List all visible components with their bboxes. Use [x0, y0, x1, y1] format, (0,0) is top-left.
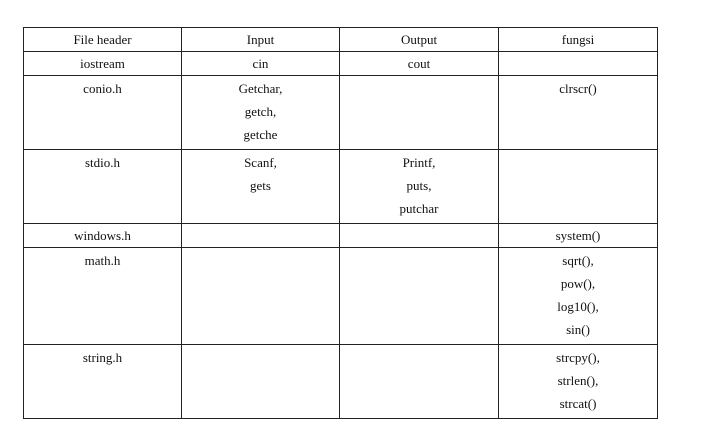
table-row	[24, 150, 658, 224]
cell-fungsi	[499, 224, 658, 248]
cell-input	[182, 76, 340, 150]
cell-line: strcpy(),	[556, 350, 600, 365]
column-header-fungsi: fungsi	[499, 28, 658, 52]
table-row	[24, 76, 658, 150]
cell-input	[182, 224, 340, 248]
table-row	[24, 248, 658, 345]
column-header-output: Output	[340, 28, 499, 52]
cell-line: putchar	[399, 201, 439, 216]
cell-input	[182, 345, 340, 419]
cell-output	[340, 345, 499, 419]
cell-line: conio.h	[83, 81, 122, 96]
cell-line: system()	[555, 228, 601, 243]
cell-file-header	[24, 76, 182, 150]
column-header-file-header: File header	[24, 28, 182, 52]
cell-line: getch,	[244, 104, 277, 119]
cell-line: pow(),	[560, 276, 596, 291]
cell-input	[182, 150, 340, 224]
table-row	[24, 224, 658, 248]
cell-line: getche	[243, 127, 278, 142]
cell-file-header	[24, 150, 182, 224]
cell-input	[182, 248, 340, 345]
cell-file-header	[24, 224, 182, 248]
cell-line: clrscr()	[559, 81, 597, 96]
cell-line: math.h	[84, 253, 121, 268]
header-table	[23, 27, 658, 419]
table-header-row	[24, 28, 658, 52]
cell-line: cin	[252, 56, 269, 71]
cell-fungsi	[499, 248, 658, 345]
cell-file-header	[24, 248, 182, 345]
cell-line: cout	[407, 56, 431, 71]
cell-line: sqrt(),	[562, 253, 594, 268]
cell-line: string.h	[82, 350, 123, 365]
cell-fungsi	[499, 150, 658, 224]
table-row	[24, 52, 658, 76]
cell-output	[340, 52, 499, 76]
cell-line: stdio.h	[84, 155, 121, 170]
cell-output	[340, 248, 499, 345]
table-row	[24, 345, 658, 419]
cell-line: Scanf,	[244, 155, 277, 170]
cell-file-header	[24, 345, 182, 419]
cell-line: strlen(),	[557, 373, 599, 388]
cell-line: puts,	[406, 178, 432, 193]
cell-fungsi	[499, 52, 658, 76]
cell-output	[340, 224, 499, 248]
cell-output	[340, 76, 499, 150]
cell-line: iostream	[80, 56, 125, 71]
cell-line: Getchar,	[238, 81, 283, 96]
cell-fungsi	[499, 76, 658, 150]
cell-file-header	[24, 52, 182, 76]
cell-line: Printf,	[402, 155, 436, 170]
cell-input	[182, 52, 340, 76]
cell-line: windows.h	[74, 228, 131, 243]
cell-line: log10(),	[557, 299, 599, 314]
cell-line: strcat()	[559, 396, 597, 411]
cell-line: sin()	[566, 322, 590, 337]
cell-fungsi	[499, 345, 658, 419]
cell-line: gets	[250, 178, 271, 193]
cell-output	[340, 150, 499, 224]
column-header-input: Input	[182, 28, 340, 52]
